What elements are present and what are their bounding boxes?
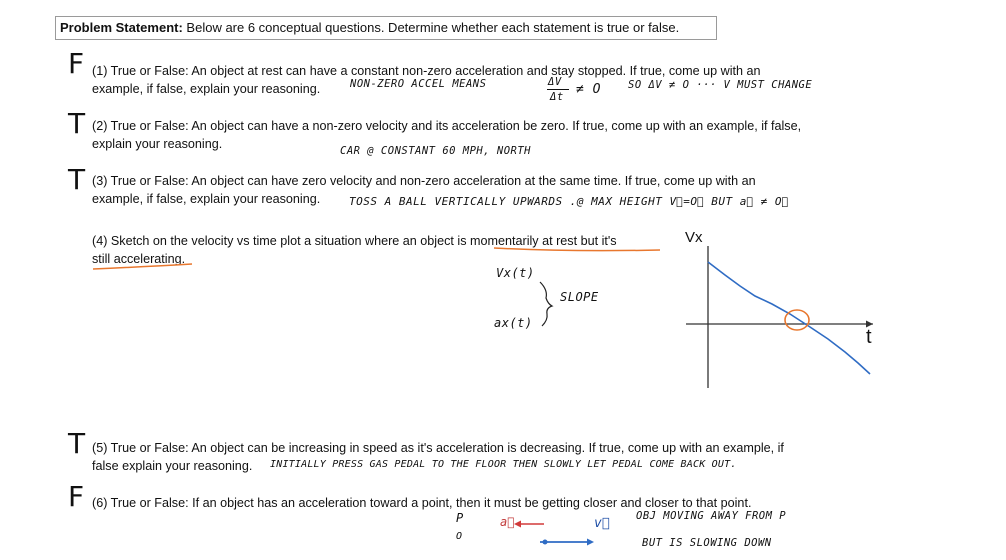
q3-line1: (3) True or False: An object can have zero velocity and non-zero acceleration at the same time. If true, come up with an <box>92 174 756 188</box>
q2-line1: (2) True or False: An object can have a non-zero velocity and its acceleration be zero. If true, come up with an example, if false, <box>92 119 802 133</box>
q4-line2-end: . <box>181 252 186 266</box>
velocity-time-graph <box>686 246 873 388</box>
q4-note-slope: SLOPE <box>560 290 599 304</box>
q6-note-away: OBJ MOVING AWAY FROM P <box>636 510 787 522</box>
q1-note-accel: NON-ZERO ACCEL MEANS <box>350 78 487 90</box>
q1-answer: F <box>68 47 85 80</box>
orange-underline-1 <box>494 248 660 251</box>
velocity-arrowhead <box>587 539 594 546</box>
q1-line1: (1) True or False: An object at rest can have a constant non-zero acceleration and stay stopped. If true, come up with an <box>92 64 761 78</box>
q1-note-so: SO ΔV ≠ O ··· V MUST CHANGE <box>628 79 813 91</box>
q2-answer: T <box>68 107 86 140</box>
q1-note-dt: Δt <box>550 91 564 103</box>
graph-x-label: t <box>866 326 872 348</box>
q3-line2: example, if false, explain your reasoning. <box>92 192 321 206</box>
velocity-line <box>708 262 870 374</box>
orange-circle-rest-point <box>785 310 809 330</box>
q3-answer: T <box>68 163 86 196</box>
q6-note-v: v⃗ <box>594 516 611 531</box>
q1-note-neq: ≠ O <box>576 82 601 97</box>
q6-note-o: O <box>456 531 463 542</box>
q5-note: INITIALLY PRESS GAS PEDAL TO THE FLOOR THEN SLOWLY LET PEDAL COME BACK OUT. <box>270 459 737 470</box>
q6-note-a: a⃗ <box>500 515 515 529</box>
q2-note: CAR @ CONSTANT 60 MPH, NORTH <box>340 145 532 157</box>
q6-line1: (6) True or False: If an object has an acceleration toward a point, then it must be getting closer and closer to that point. <box>92 496 752 510</box>
q3-note: TOSS A BALL VERTICALLY UPWARDS .@ MAX HEIGHT V⃗=O⃗ BUT a⃗ ≠ O⃗ <box>349 195 789 208</box>
object-point <box>543 540 548 545</box>
problem-statement-text: Below are 6 conceptual questions. Determine whether each statement is true or false. <box>182 20 680 35</box>
q6-answer: F <box>68 480 85 513</box>
q6-note-p: P <box>456 511 464 525</box>
q4-underlined-phrase-2: still accelerating <box>92 252 182 266</box>
q5-answer: T <box>68 427 86 460</box>
orange-underline-2 <box>93 264 192 269</box>
q1-note-dv: ΔV <box>548 76 562 88</box>
q4-underlined-phrase-1: is momentarily at rest but it's <box>457 234 617 248</box>
q1-line2: example, if false, explain your reasoning. <box>92 82 321 96</box>
q6-note-slowing: BUT IS SLOWING DOWN <box>642 537 772 549</box>
q2-line2: explain your reasoning. <box>92 137 223 151</box>
acceleration-arrowhead <box>514 521 521 528</box>
q4-note-vx: Vx(t) <box>496 266 535 280</box>
q4-note-ax: ax(t) <box>494 316 533 330</box>
q4-line1-start: (4) Sketch on the velocity vs time plot a situation where an object <box>92 234 458 248</box>
q5-line2: false explain your reasoning. <box>92 459 253 473</box>
slope-brace <box>540 282 552 326</box>
graph-y-label: Vx <box>685 229 703 246</box>
q5-line1: (5) True or False: An object can be increasing in speed as it's acceleration is decreasing. If true, come up with an example, if <box>92 441 784 455</box>
problem-statement-label: Problem Statement: <box>60 20 183 35</box>
